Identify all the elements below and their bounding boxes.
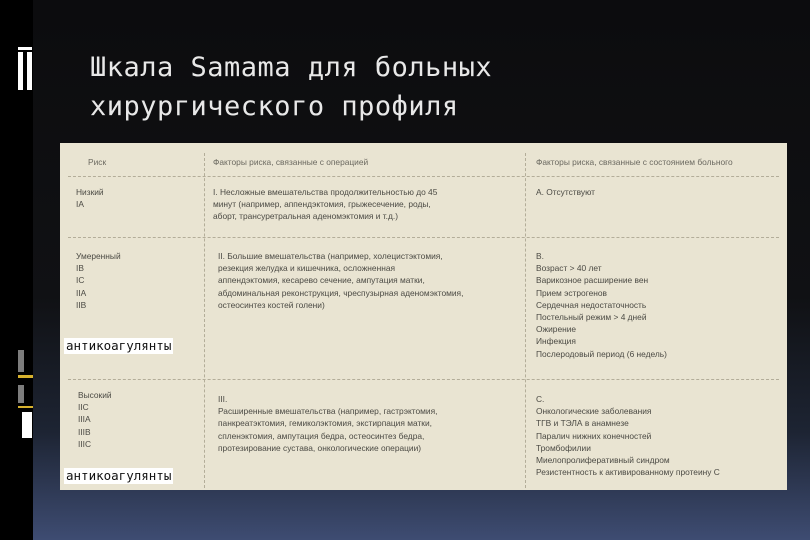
surgery-line: резекция желудка и кишечника, осложненная	[218, 263, 396, 274]
risk-class: IIA	[76, 287, 87, 298]
row-low-patient	[536, 186, 595, 198]
surgery-line: минут (например, аппендэктомия, грыжесечение, роды,	[213, 199, 431, 210]
patient-line: B.	[536, 251, 544, 261]
patient-line: Варикозное расширение вен	[536, 275, 649, 286]
risk-class: IIIB	[78, 426, 91, 437]
surgery-line: остеосинтез костей голени)	[218, 299, 325, 310]
surgery-line: панкреатэктомия, гемиколэктомия, экстирпация матки,	[218, 418, 432, 429]
risk-class: IIC	[78, 402, 89, 413]
header-risk: Риск	[88, 157, 107, 167]
patient-line: Постельный режим > 4 дней	[536, 312, 647, 323]
decor-gray-block	[18, 350, 24, 372]
risk-class: IIIC	[78, 438, 92, 449]
surgery-line: I. Несложные вмешательства продолжительностью до 45	[213, 187, 438, 197]
decor-bar-thin	[27, 52, 32, 90]
row-high-patient	[536, 393, 720, 478]
patient-line: Ожирение	[536, 324, 577, 335]
decor-gray-block-2	[18, 385, 24, 403]
anticoagulants-label-high: антикоагулянты	[66, 468, 172, 483]
table-divider-col1	[204, 153, 205, 488]
patient-line: Резистентность к активированному протеину C	[536, 467, 720, 478]
risk-table	[60, 143, 787, 490]
table-divider-row1	[68, 237, 779, 238]
table-divider-header	[68, 176, 779, 177]
header-surgery-factors: Факторы риска, связанные с операцией	[213, 157, 369, 167]
row-high-surgery	[218, 393, 437, 454]
row-low-risk	[76, 186, 104, 210]
table-divider-row2	[68, 379, 779, 380]
patient-line: Сердечная недостаточность	[536, 299, 647, 310]
surgery-line: протезирование сустава, онкологические операции)	[218, 442, 422, 453]
slide-title	[90, 48, 730, 126]
decor-yellow-line-2	[18, 406, 33, 408]
decor-yellow-line	[18, 375, 33, 378]
risk-label: Умеренный	[76, 251, 121, 261]
risk-class: IC	[76, 275, 85, 286]
surgery-line: аппендэктомия, кесарево сечение, ампутация матки,	[218, 275, 425, 286]
patient-line: A. Отсутствуют	[536, 187, 596, 197]
risk-class: IIIA	[78, 414, 91, 425]
patient-line: Послеродовый период (6 недель)	[536, 348, 667, 359]
row-moderate-risk	[76, 250, 121, 311]
surgery-line: спленэктомия, ампутация бедра, остеосинтез бедра,	[218, 430, 425, 441]
row-moderate-surgery	[218, 250, 463, 311]
decor-bar-thick	[18, 52, 23, 90]
decor-bar-top	[18, 47, 32, 50]
slide-title-line-1: Шкала Samama для больных	[90, 52, 493, 83]
risk-class: IB	[76, 263, 84, 274]
slide-title-line-2: хирургического профиля	[90, 91, 459, 122]
patient-line: C.	[536, 394, 545, 404]
patient-line: Прием эстрогенов	[536, 287, 607, 298]
risk-label: Низкий	[76, 187, 104, 197]
row-low-surgery	[213, 186, 437, 223]
risk-class: IIB	[76, 299, 87, 310]
patient-line: Онкологические заболевания	[536, 406, 652, 417]
patient-line: Возраст > 40 лет	[536, 263, 602, 274]
surgery-line: аборт, трансуретральная аденомэктомия и т.д.)	[213, 211, 398, 222]
row-high-risk	[78, 389, 112, 450]
surgery-line: Расширенные вмешательства (например, гастрэктомия,	[218, 406, 438, 417]
row-moderate-patient	[536, 250, 667, 360]
risk-label: Высокий	[78, 390, 112, 400]
decor-white-block	[22, 412, 32, 438]
patient-line: Миелопролиферативный синдром	[536, 455, 670, 466]
patient-line: ТГВ и ТЭЛА в анамнезе	[536, 418, 629, 429]
risk-class: IA	[76, 199, 84, 210]
patient-line: Тромбофилии	[536, 442, 591, 453]
anticoagulants-label-moderate: антикоагулянты	[66, 338, 172, 353]
patient-line: Паралич нижних конечностей	[536, 430, 652, 441]
surgery-line: III.	[218, 394, 228, 404]
header-patient-factors: Факторы риска, связанные с состоянием больного	[536, 157, 733, 167]
surgery-line: II. Большие вмешательства (например, холецистэктомия,	[218, 251, 443, 261]
patient-line: Инфекция	[536, 336, 576, 347]
surgery-line: абдоминальная реконструкция, чреспузырная аденомэктомия,	[218, 287, 464, 298]
table-divider-col2	[525, 153, 526, 488]
